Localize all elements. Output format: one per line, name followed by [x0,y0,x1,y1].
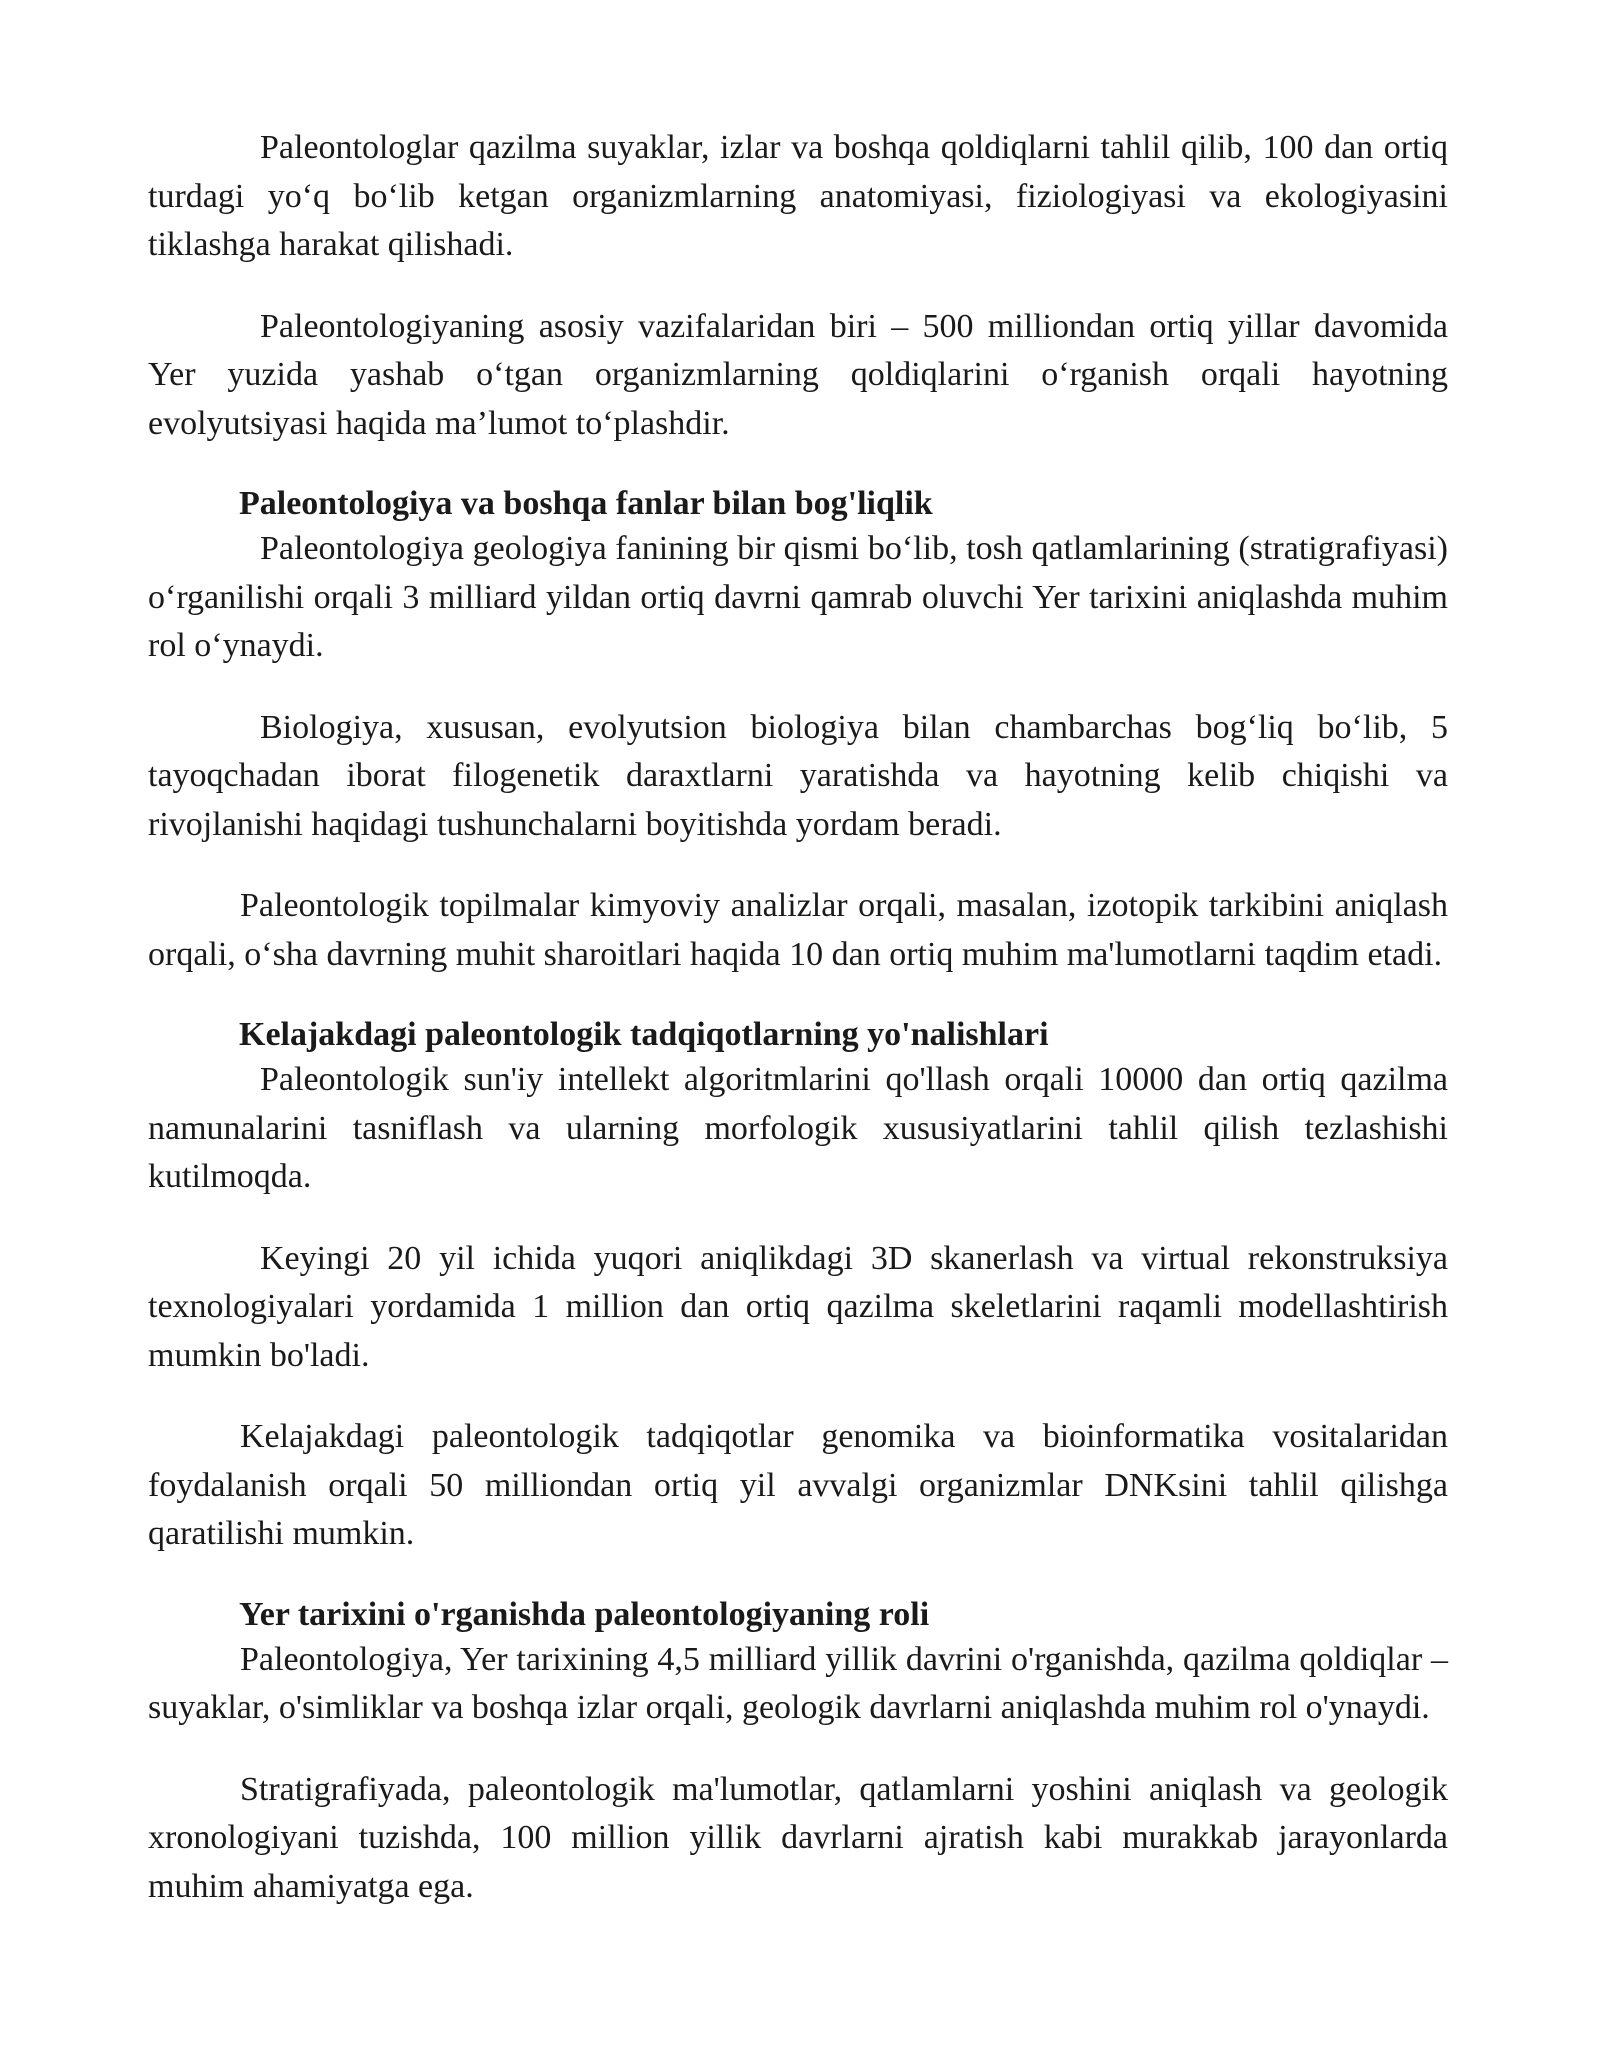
paragraph-3d-scanning: Keyingi 20 yil ichida yuqori aniqlikdagi 3D skanerlash va virtual rekonstruksiya texnologiyalari yordamida 1 million dan ortiq qazilma skeletlarini raqamli modellashtirish mumkin bo'ladi. [148,1239,1448,1374]
paragraph-ai-algorithms: Paleontologik sun'iy intellekt algoritmlarini qo'llash orqali 10000 dan ortiq qazilma namunalarini tasniflash va ularning morfologik xususiyatlarini tahlil qilish tezlashishi kutilmoqda. [148,1061,1448,1195]
paragraph-chemical-analysis: Paleontologik topilmalar kimyoviy analizlar orqali, masalan, izotopik tarkibini aniqlash orqali, o‘sha davrning muhit sharoitlari haqida 10 dan ortiq muhim ma'lumotlarni taqdim etadi. [148,887,1448,973]
paragraph-fossil-analysis: Paleontologlar qazilma suyaklar, izlar va boshqa qoldiqlarni tahlil qilib, 100 dan ortiq turdagi yo‘q bo‘lib ketgan organizmlarning anatomiyasi, fiziologiyasi va ekologiyasini tiklashga harakat qilishadi. [148,129,1448,263]
heading-future-research: Kelajakdagi paleontologik tadqiqotlarning yo'nalishlari [239,1016,1049,1053]
heading-related-sciences: Paleontologiya va boshqa fanlar bilan bog'liqlik [239,485,933,522]
paragraph-earth-history: Paleontologiya, Yer tarixining 4,5 milliard yillik davrini o'rganishda, qazilma qoldiqlar – suyaklar, o'simliklar va boshqa izlar orqali, geologik davrlarni aniqlashda muhim rol o'ynaydi. [148,1640,1448,1726]
paragraph-main-task: Paleontologiyaning asosiy vazifalaridan biri – 500 milliondan ortiq yillar davomida Yer yuzida yashab o‘tgan organizmlarning qoldiqlarini o‘rganish orqali hayotning evolyutsiyasi haqida ma’lumot to‘plashdir. [148,307,1448,442]
paragraph-stratigraphy: Stratigrafiyada, paleontologik ma'lumotlar, qatlamlarni yoshini aniqlash va geologik xronologiyani tuzishda, 100 million yillik davrlarni ajratish kabi murakkab jarayonlarda muhim ahamiyatga ega. [148,1770,1448,1905]
heading-earth-history-role: Yer tarixini o'rganishda paleontologiyaning roli [239,1595,930,1633]
paragraph-genomics: Kelajakdagi paleontologik tadqiqotlar genomika va bioinformatika vositalaridan foydalanish orqali 50 milliondan ortiq yil avvalgi organizmlar DNKsini tahlil qilishga qaratilishi mumkin. [148,1418,1448,1552]
paragraph-biology-link: Biologiya, xususan, evolyutsion biologiya bilan chambarchas bog‘liq bo‘lib, 5 tayoqchadan iborat filogenetik daraxtlarni yaratishda va hayotning kelib chiqishi va rivojlanishi haqidagi tushunchalarni boyitishda yordam beradi. [148,708,1448,843]
paragraph-geology-link: Paleontologiya geologiya fanining bir qismi bo‘lib, tosh qatlamlarining (stratigrafiyasi) o‘rganilishi orqali 3 milliard yildan ortiq davrni qamrab oluvchi Yer tarixini aniqlashda muhim rol o‘ynaydi. [148,530,1448,664]
document-body [148,124,1448,1911]
